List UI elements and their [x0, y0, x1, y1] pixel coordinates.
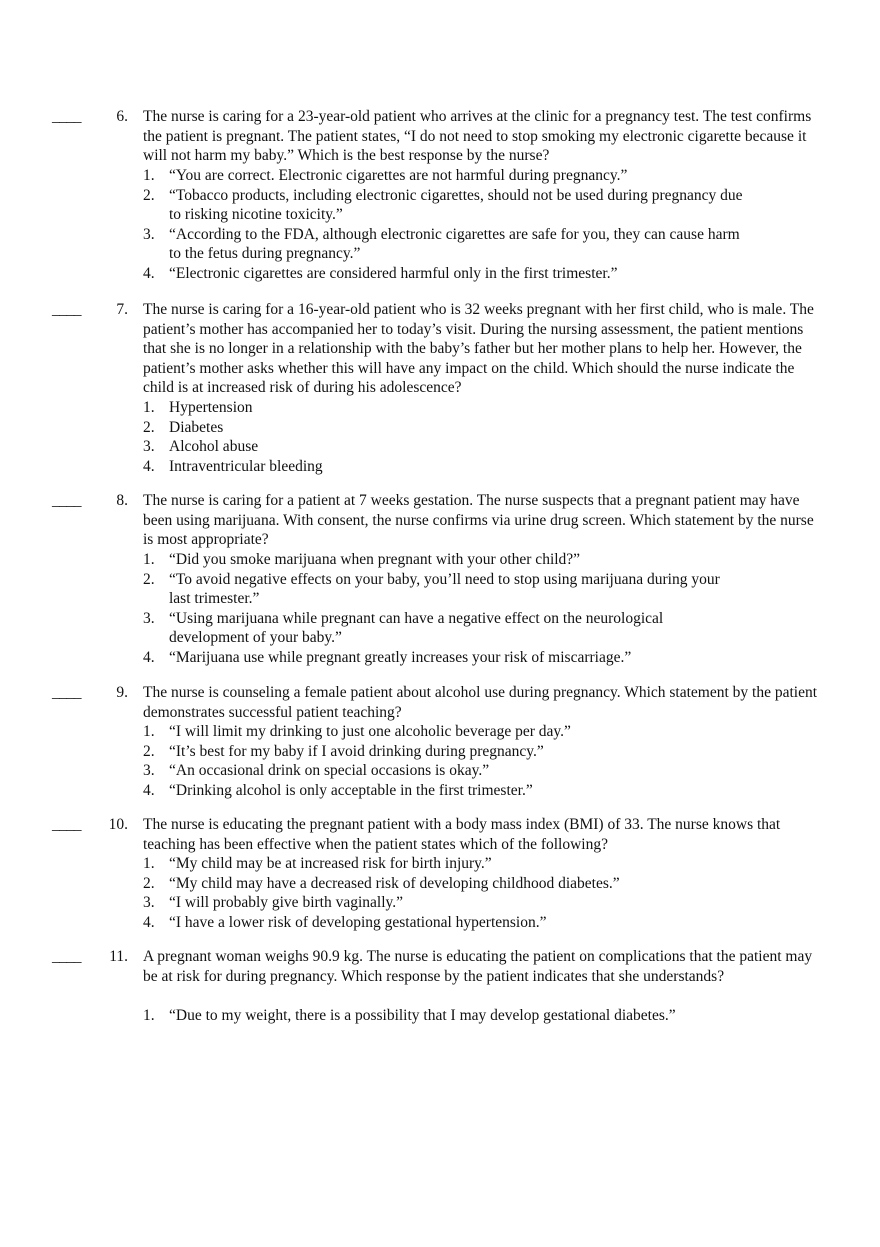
answer-blank[interactable]: ____	[52, 301, 81, 318]
option-number: 4.	[143, 457, 155, 475]
option-4	[143, 781, 743, 801]
option-text: “Marijuana use while pregnant greatly increases your risk of miscarriage.”	[169, 648, 632, 666]
option-number: 1.	[143, 399, 155, 416]
option-text: “It’s best for my baby if I avoid drinking during pregnancy.”	[169, 742, 544, 760]
option-text: “I will probably give birth vaginally.”	[169, 894, 404, 911]
option-2	[143, 186, 743, 225]
question-stem: The nurse is counseling a female patient about alcohol use during pregnancy. Which statement by the patient demonstrates successful patient teaching?	[143, 684, 818, 721]
option-1	[143, 722, 743, 742]
option-text: “Drinking alcohol is only acceptable in the first trimester.”	[169, 781, 533, 799]
option-number: 1.	[143, 167, 155, 184]
question-number: 7.	[116, 301, 128, 318]
option-3	[143, 761, 743, 781]
option-number: 2.	[143, 418, 155, 436]
answer-blank[interactable]: ____	[52, 108, 81, 125]
answer-blank[interactable]: ____	[52, 948, 81, 965]
option-text: “To avoid negative effects on your baby, you’ll need to stop using marijuana during your last trimester.”	[169, 570, 720, 607]
question-stem: The nurse is caring for a 23-year-old patient who arrives at the clinic for a pregnancy test. The test confirms the patient is pregnant. The patient states, “I do not need to stop smoking my electronic cigarette because it will not harm my baby.” Which is the best response by the nurse?	[143, 108, 812, 164]
option-1	[143, 550, 743, 570]
answer-options	[143, 1006, 783, 1026]
option-text: “Using marijuana while pregnant can have a negative effect on the neurological development of your baby.”	[169, 609, 664, 646]
option-number: 2.	[143, 874, 155, 892]
option-text: “Tobacco products, including electronic cigarettes, should not be used during pregnancy due to risking nicotine toxicity.”	[169, 186, 743, 223]
option-1	[143, 854, 743, 874]
option-text: Alcohol abuse	[169, 438, 259, 455]
question-number: 8.	[116, 492, 128, 509]
option-2	[143, 418, 743, 438]
answer-options	[143, 166, 743, 283]
option-text: “My child may be at increased risk for birth injury.”	[169, 855, 492, 872]
option-3	[143, 225, 743, 264]
option-number: 1.	[143, 855, 155, 872]
option-number: 3.	[143, 225, 155, 243]
question-stem: A pregnant woman weighs 90.9 kg. The nurse is educating the patient on complications that the patient may be at risk for during pregnancy. Which response by the patient indicates that she understands?	[143, 948, 813, 985]
option-1	[143, 398, 743, 418]
option-number: 3.	[143, 609, 155, 627]
option-text: “Due to my weight, there is a possibility that I may develop gestational diabetes.”	[169, 1007, 676, 1024]
question-number: 11.	[109, 948, 128, 965]
answer-blank[interactable]: ____	[52, 492, 81, 509]
option-number: 4.	[143, 648, 155, 666]
option-number: 3.	[143, 894, 155, 911]
option-4	[143, 457, 743, 477]
option-3	[143, 437, 743, 457]
option-number: 3.	[143, 438, 155, 455]
option-number: 4.	[143, 781, 155, 799]
question-number: 9.	[116, 684, 128, 701]
question-stem: The nurse is educating the pregnant patient with a body mass index (BMI) of 33. The nurse knows that teaching has been effective when the patient states which of the following?	[143, 816, 781, 853]
option-number: 2.	[143, 570, 155, 588]
answer-options	[143, 398, 743, 476]
question-stem: The nurse is caring for a patient at 7 weeks gestation. The nurse suspects that a pregnant patient may have been using marijuana. With consent, the nurse confirms via urine drug screen. Which statement by the nurse is most appropriate?	[143, 492, 814, 548]
option-text: Hypertension	[169, 399, 253, 416]
option-text: “I will limit my drinking to just one alcoholic beverage per day.”	[169, 723, 571, 740]
option-number: 2.	[143, 186, 155, 204]
option-text: “I have a lower risk of developing gestational hypertension.”	[169, 913, 547, 931]
option-2	[143, 742, 743, 762]
option-3	[143, 609, 743, 648]
question-stem: The nurse is caring for a 16-year-old patient who is 32 weeks pregnant with her first child, who is male. The patient’s mother has accompanied her to today’s visit. During the nursing assessment, the patient mentions that she is no longer in a relationship with the baby’s father but her mother plans to help her. However, the patient’s mother asks whether this will have any impact on the child. Which should the nurse indicate the child is at increased risk of during his adolescence?	[143, 301, 814, 396]
question-number: 10.	[108, 816, 128, 833]
option-number: 1.	[143, 1007, 155, 1024]
option-2	[143, 570, 743, 609]
option-4	[143, 264, 743, 284]
option-text: “Did you smoke marijuana when pregnant with your other child?”	[169, 551, 581, 568]
option-text: “My child may have a decreased risk of developing childhood diabetes.”	[169, 874, 620, 892]
option-4	[143, 913, 743, 933]
option-text: “According to the FDA, although electronic cigarettes are safe for you, they can cause harm to the fetus during pregnancy.”	[169, 225, 740, 262]
option-3	[143, 893, 743, 913]
answer-options	[143, 722, 743, 800]
option-text: “An occasional drink on special occasions is okay.”	[169, 762, 490, 779]
option-1	[143, 1006, 783, 1026]
option-text: “You are correct. Electronic cigarettes are not harmful during pregnancy.”	[169, 167, 628, 184]
option-text: “Electronic cigarettes are considered harmful only in the first trimester.”	[169, 264, 618, 282]
answer-options	[143, 550, 743, 667]
option-1	[143, 166, 743, 186]
question-number: 6.	[116, 108, 128, 125]
option-number: 2.	[143, 742, 155, 760]
answer-blank[interactable]: ____	[52, 816, 81, 833]
option-number: 1.	[143, 723, 155, 740]
option-text: Intraventricular bleeding	[169, 457, 323, 475]
answer-blank[interactable]: ____	[52, 684, 81, 701]
option-number: 3.	[143, 762, 155, 779]
option-text: Diabetes	[169, 418, 224, 436]
option-2	[143, 874, 743, 894]
option-number: 4.	[143, 913, 155, 931]
answer-options	[143, 854, 743, 932]
option-number: 4.	[143, 264, 155, 282]
option-number: 1.	[143, 551, 155, 568]
option-4	[143, 648, 743, 668]
